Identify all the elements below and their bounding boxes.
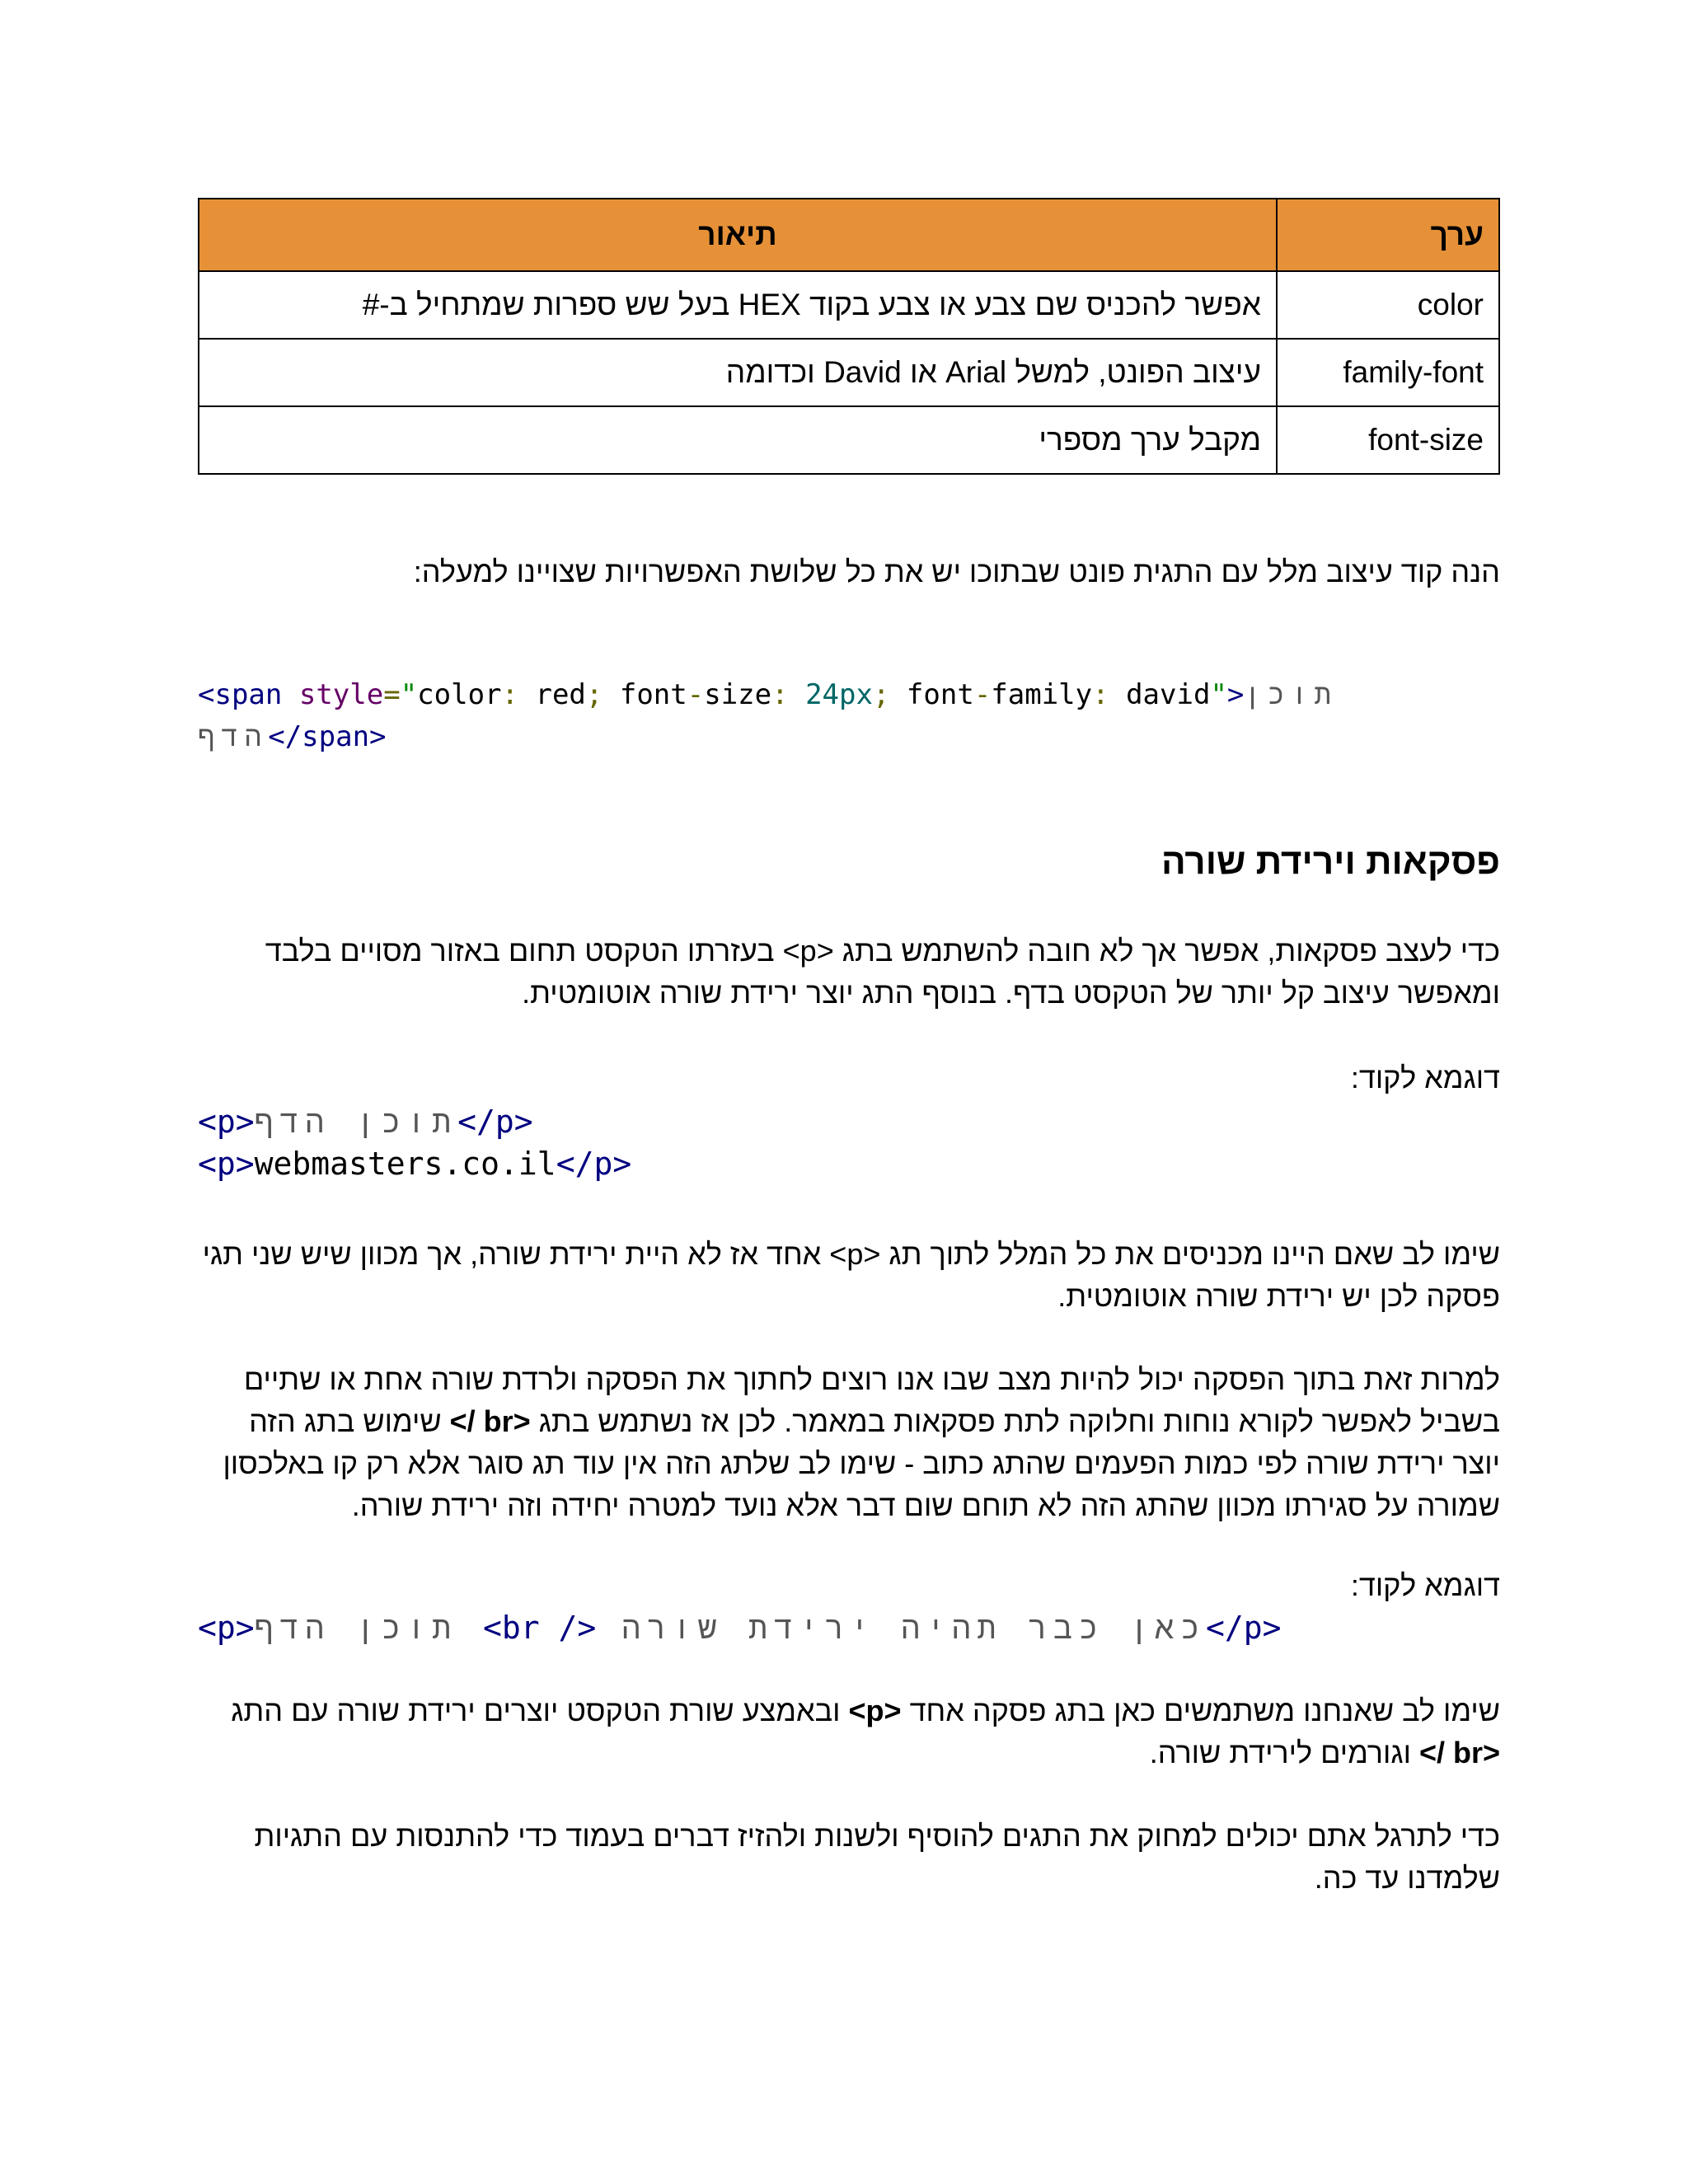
table-row <box>199 339 1499 406</box>
text-run: שימוש בתג הזה יוצר ירידת שורה לפי כמות הפעמים שהתג כתוב - שימו לב שלתג הזה אין עוד תג סוגר אלא רק קו באלכסון שמורה על סגירתו מכוון שהתג הזה לא תוחם שום דבר אלא נועד למטרה יחידה וזה ירידת שורה. <box>223 1404 1500 1522</box>
code-token: red <box>518 678 586 711</box>
code-token: david <box>1109 678 1211 711</box>
example-label: דוגמא לקוד: <box>1350 1061 1500 1094</box>
paragraph-usage <box>198 1690 1500 1774</box>
paragraph-practice: כדי לתרגל אתם יכולים למחוק את התגים להוסיף ולשנות ולהזיז דברים בעמוד כדי להתנסות עם התגיות שלמדנו עד כה. <box>254 1819 1500 1895</box>
code-token: ; <box>585 678 603 711</box>
code-token: תוכן הדף <box>198 678 1362 753</box>
cell-value: color <box>1277 271 1499 339</box>
code-token: כאן כבר תהיה ירידת שורה <box>596 1610 1207 1646</box>
code-token: font <box>889 678 974 711</box>
code-token: style <box>298 678 384 711</box>
paragraph-br-tag <box>198 1358 1500 1526</box>
inline-code-br: <br /> <box>1418 1736 1500 1769</box>
cell-description: מקבל ערך מספרי <box>199 406 1277 474</box>
code-token: - <box>973 678 992 711</box>
code-token: תוכן הדף <box>254 1104 458 1140</box>
code-token: font <box>603 678 687 711</box>
values-table <box>198 198 1500 475</box>
code-token: = <box>383 678 401 711</box>
cell-value: family-font <box>1277 339 1499 406</box>
code-token: <p> <box>198 1104 255 1140</box>
code-example-br <box>198 1607 1500 1649</box>
inline-code-p: <p> <box>848 1694 902 1727</box>
code-token: > <box>1226 678 1245 711</box>
code-token: </p> <box>457 1104 533 1140</box>
code-line <box>198 1101 1500 1143</box>
code-token: : <box>501 678 519 711</box>
inline-code-br: <br /> <box>449 1404 531 1438</box>
code-line <box>198 1143 1500 1185</box>
code-token: </span> <box>268 720 387 753</box>
paragraph-note: שימו לב שאם היינו מכניסים את כל המלל לתוך תג <p> אחד אז לא היית ירידת שורה, אך מכוון שיש שני תגי פסקה לכן יש ירידת שורה אוטומטית. <box>202 1237 1500 1313</box>
header-description: תיאור <box>199 199 1277 271</box>
code-token: <span <box>198 678 283 711</box>
text-run: שימו לב שאנחנו משתמשים כאן בתג פסקה אחד <box>901 1694 1500 1727</box>
cell-value: font-size <box>1277 406 1499 474</box>
code-token: color <box>417 678 502 711</box>
code-token: - <box>687 678 705 711</box>
code-token: <p> <box>198 1146 255 1182</box>
code-token: " <box>400 678 418 711</box>
code-token: <p> <box>198 1610 255 1646</box>
code-token: : <box>771 678 789 711</box>
intro-paragraph: הנה קוד עיצוב מלל עם התגית פונט שבתוכו יש את כל שלושת האפשרויות שצויינו למעלה: <box>413 555 1500 588</box>
text-run: וגורמים לירידת שורה. <box>1149 1736 1419 1769</box>
code-example-span <box>198 674 1500 758</box>
code-token: family <box>991 678 1093 711</box>
code-token: " <box>1210 678 1227 711</box>
code-token: 24px <box>788 678 873 711</box>
code-token: </p> <box>1206 1610 1282 1646</box>
paragraph-p-tag: כדי לעצב פסקאות, אפשר אך לא חובה להשתמש בתג <p> בעזרתו הטקסט תחום באזור מסויים בלבד ומאפשר עיצוב קל יותר של הטקסט בדף. בנוסף התג יוצר ירידת שורה אוטומטית. <box>265 934 1500 1010</box>
code-token: תוכן הדף <box>254 1610 484 1646</box>
section-heading: פסקאות וירידת שורה <box>1160 841 1500 882</box>
cell-description: אפשר להכניס שם צבע או צבע בקוד HEX בעל שש ספרות שמתחיל ב-# <box>199 271 1277 339</box>
code-token: : <box>1092 678 1109 711</box>
table-row <box>199 271 1499 339</box>
code-token: </p> <box>556 1146 632 1182</box>
code-token: webmasters.co.il <box>254 1146 556 1182</box>
text-run: למרות זאת בתוך הפסקה יכול להיות מצב שבו אנו רוצים לחתוך את הפסקה ולרדת שורה אחת או שתיים בשביל לאפשר לקורא נוחות וחלוקה לתת פסקאות במאמר. לכן אז נשתמש בתג <box>243 1362 1500 1438</box>
cell-description: עיצוב הפונט, למשל Arial או David וכדומה <box>199 339 1277 406</box>
header-value: ערך <box>1277 199 1499 271</box>
table-header-row <box>199 199 1499 271</box>
text-run: ובאמצע שורת הטקסט יוצרים ירידת שורה עם התג <box>231 1694 849 1727</box>
example-label: דוגמא לקוד: <box>1350 1568 1500 1602</box>
code-token: ; <box>872 678 890 711</box>
code-token: <br /> <box>483 1610 597 1646</box>
code-example-paragraphs <box>198 1101 1500 1185</box>
table-row <box>199 406 1499 474</box>
code-token: size <box>704 678 772 711</box>
